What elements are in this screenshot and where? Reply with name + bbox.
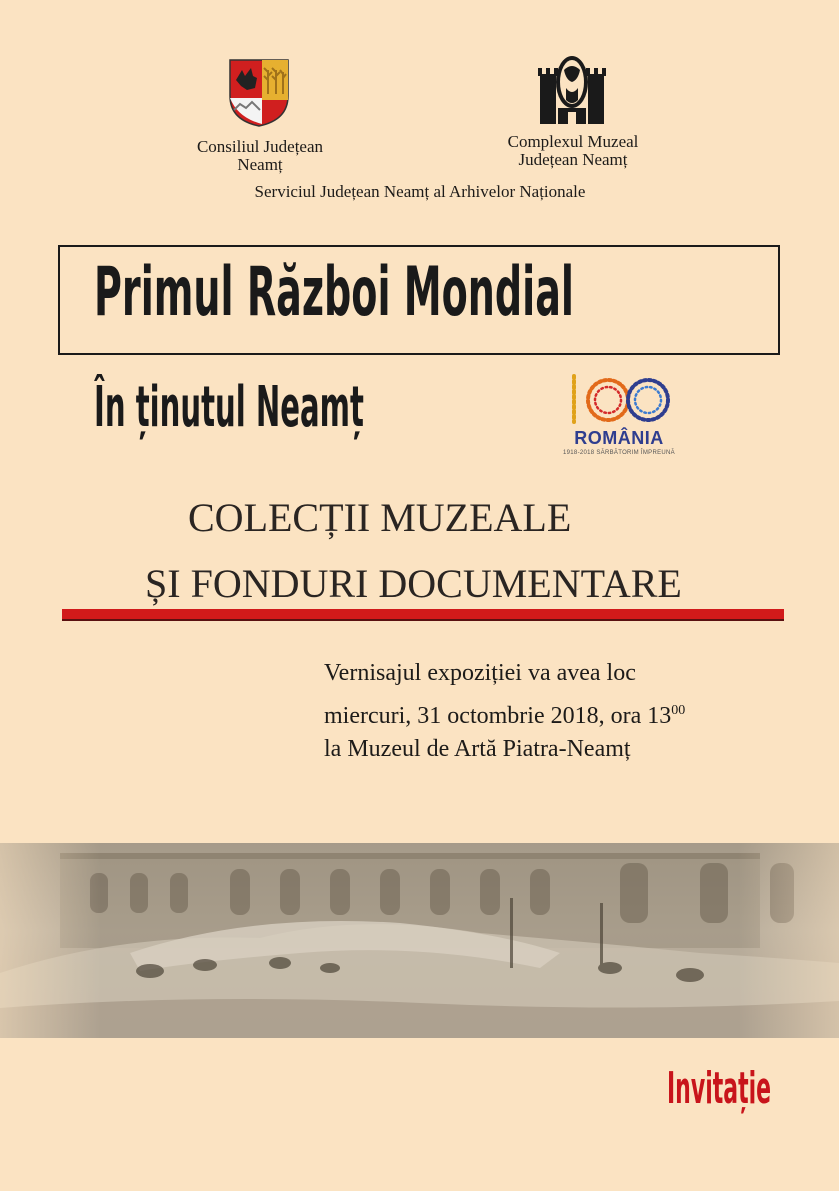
county-crest-icon (226, 58, 292, 128)
museum-castle-icon (536, 52, 608, 128)
page-title: Primul Război Mondial (94, 253, 574, 332)
org-museum-complex-line1: Complexul Muzeal (507, 132, 639, 151)
centenary-name: ROMÂNIA (574, 428, 664, 448)
org-museum-complex (462, 133, 684, 169)
org-county-council-line1: Consiliul Județean (196, 137, 324, 156)
page-subtitle: În ținutul Neamț (94, 375, 364, 440)
collections-heading-line2: ȘI FONDURI DOCUMENTARE (145, 561, 682, 606)
centenary-tagline: 1918-2018 SĂRBĂTORIM ÎMPREUNĂ (563, 450, 675, 456)
org-county-council-line2: Neamț (237, 155, 283, 174)
org-museum-complex-line2: Județean Neamț (518, 150, 628, 169)
event-date-time: miercuri, 31 octombrie 2018, ora 13 (324, 703, 672, 729)
event-line3: la Muzeul de Artă Piatra-Neamț (324, 736, 631, 762)
org-national-archives: Serviciul Județean Neamț al Arhivelor Naționale (254, 182, 586, 201)
historic-photo (0, 843, 839, 1038)
event-time-minutes: 00 (671, 703, 686, 718)
org-county-council (150, 138, 370, 174)
collections-heading-line1: COLECȚII MUZEALE (188, 495, 572, 540)
red-divider (62, 609, 784, 619)
invitation-label: Invitație (667, 1063, 772, 1114)
event-line1: Vernisajul expoziției va avea loc (324, 660, 636, 686)
event-line2 (324, 694, 685, 733)
